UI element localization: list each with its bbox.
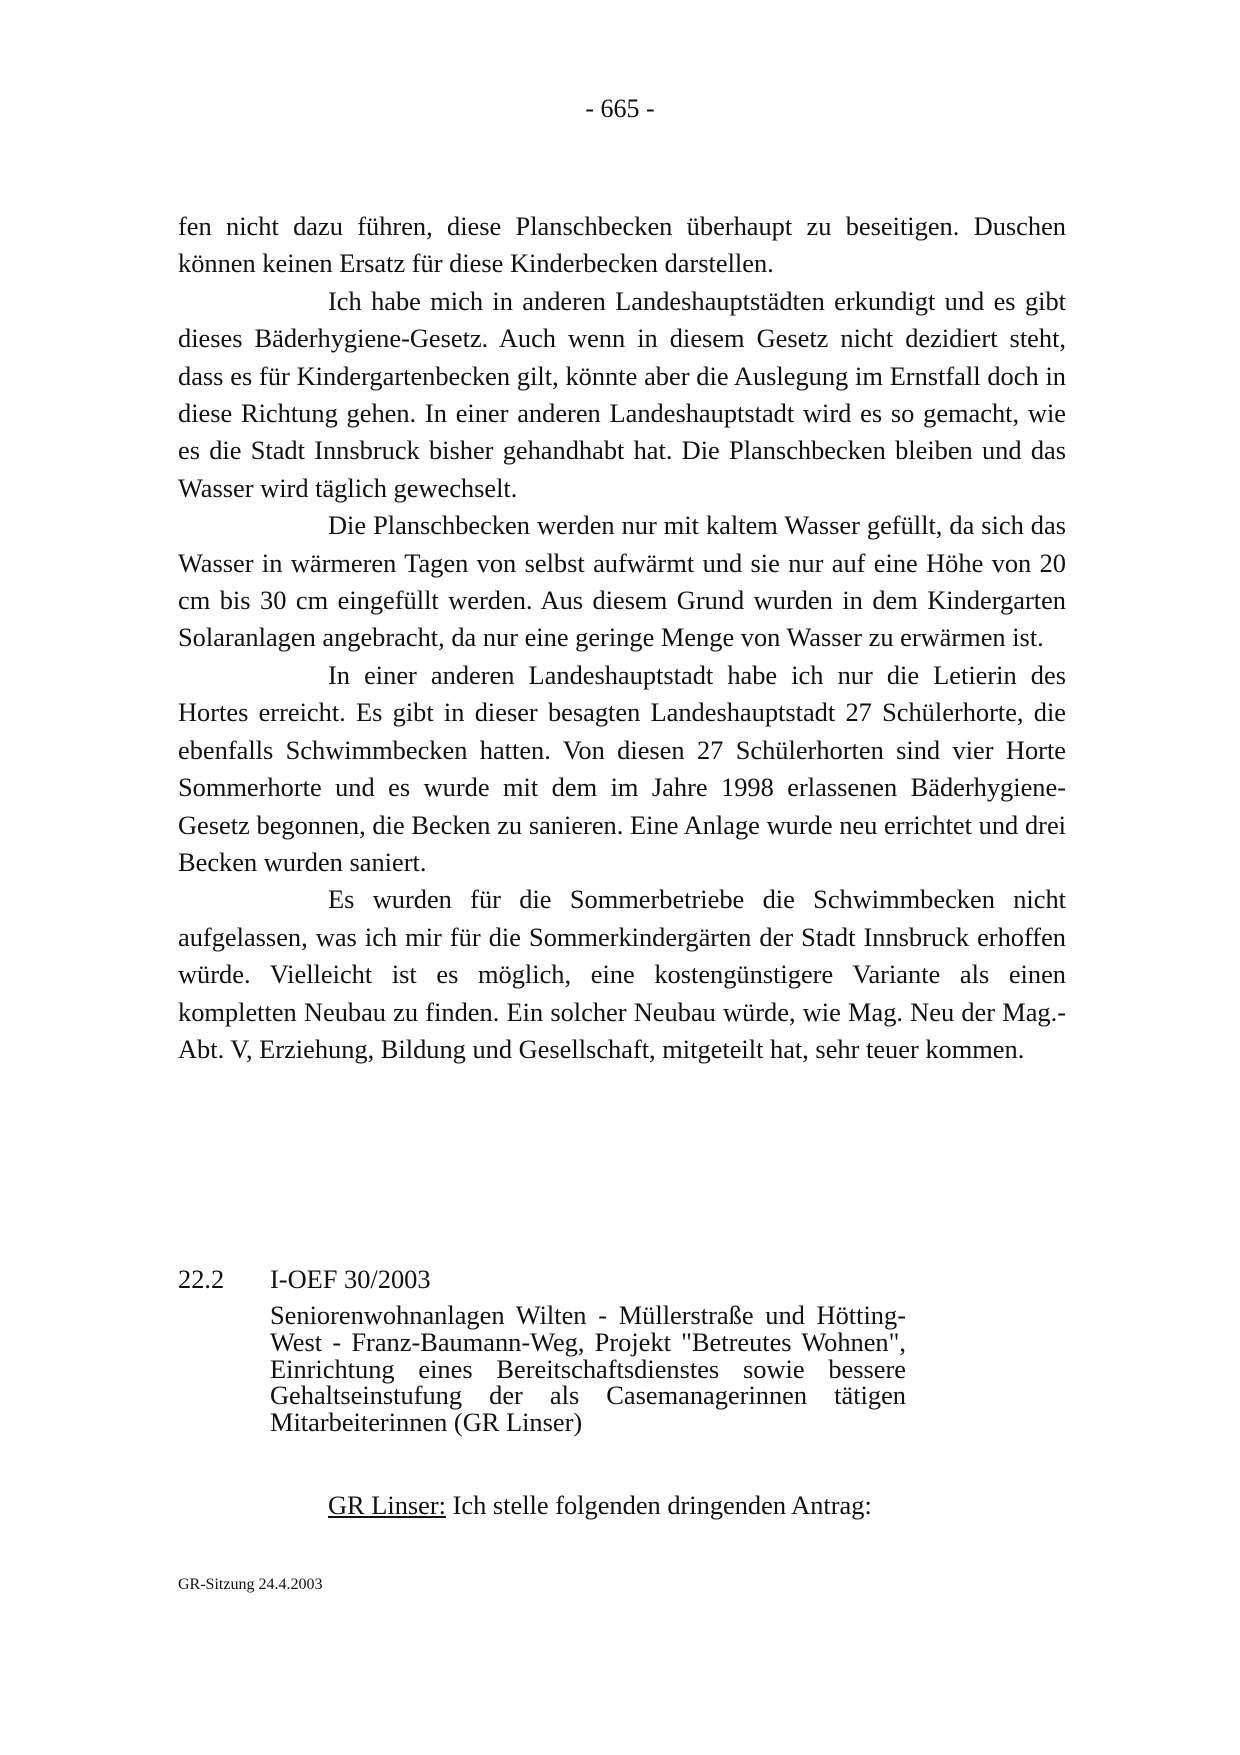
paragraph-5: Es wurden für die Sommerbetriebe die Schwimmbecken nicht aufgelassen, was ich mir für die Sommerkindergärten der Stadt Innsbruck erhoffen würde. Vielleicht ist es möglich, eine kostengünstigere Variante als einen kompletten Neubau zu finden. Ein solcher Neubau würde, wie Mag. Neu der Mag.-Abt. V, Erziehung, Bildung und Gesellschaft, mitgeteilt hat, sehr teuer kommen.: [178, 884, 1066, 1064]
page-number: - 665 -: [585, 94, 655, 123]
footer-session: GR-Sitzung 24.4.2003: [178, 1576, 323, 1593]
paragraph-2: Ich habe mich in anderen Landeshauptstädten erkundigt und es gibt dieses Bäderhygiene-Gesetz. Auch wenn in diesem Gesetz nicht dezidiert steht, dass es für Kindergartenbecken gilt, könnte aber die Auslegung im Ernstfall doch in diese Richtung gehen. In einer anderen Landeshauptstadt wird es so gemacht, wie es die Stadt Innsbruck bisher gehandhabt hat. Die Planschbecken bleiben und das Wasser wird täglich gewechselt.: [178, 285, 1066, 503]
paragraph-4: In einer anderen Landeshauptstadt habe ich nur die Letierin des Hortes erreicht. Es gibt in dieser besagten Landeshauptstadt 27 Schülerhorte, die ebenfalls Schwimmbecken hatten. Von diesen 27 Schülerhorten sind vier Horte Sommerhorte und es wurde mit dem im Jahre 1998 erlassenen Bäderhygiene-Gesetz begonnen, die Becken zu sanieren. Eine Anlage wurde neu errichtet und drei Becken wurden saniert.: [178, 659, 1066, 877]
paragraph-3: Die Planschbecken werden nur mit kaltem Wasser gefüllt, da sich das Wasser in wärmeren Tagen von selbst aufwärmt und sie nur auf eine Höhe von 20 cm bis 30 cm eingefüllt werden. Aus diesem Grund wurden in dem Kindergarten Solaranlagen angebracht, da nur eine geringe Menge von Wasser zu erwärmen ist.: [178, 510, 1066, 653]
agenda-item-number: 22.2: [178, 1264, 225, 1294]
motion-line: [328, 1488, 872, 1522]
agenda-item-code: I-OEF 30/2003: [270, 1264, 431, 1294]
agenda-item-title-text: Seniorenwohnanlagen Wilten - Müllerstraße und Hötting-West - Franz-Baumann-Weg, Projekt "Betreutes Wohnen", Einrichtung eines Bereitschaftsdienstes sowie bessere Gehaltseinstufung der als Casemanagerinnen tätigen Mitarbeiterinnen (GR Linser): [270, 1300, 906, 1438]
motion-text: Ich stelle folgenden dringenden Antrag:: [446, 1490, 872, 1520]
paragraph-1: fen nicht dazu führen, diese Planschbecken überhaupt zu beseitigen. Duschen können keinen Ersatz für diese Kinderbecken darstellen.: [178, 211, 1066, 279]
body-text: [178, 208, 1066, 1068]
motion-speaker: GR Linser:: [328, 1490, 447, 1520]
agenda-item-title: [270, 1302, 906, 1436]
